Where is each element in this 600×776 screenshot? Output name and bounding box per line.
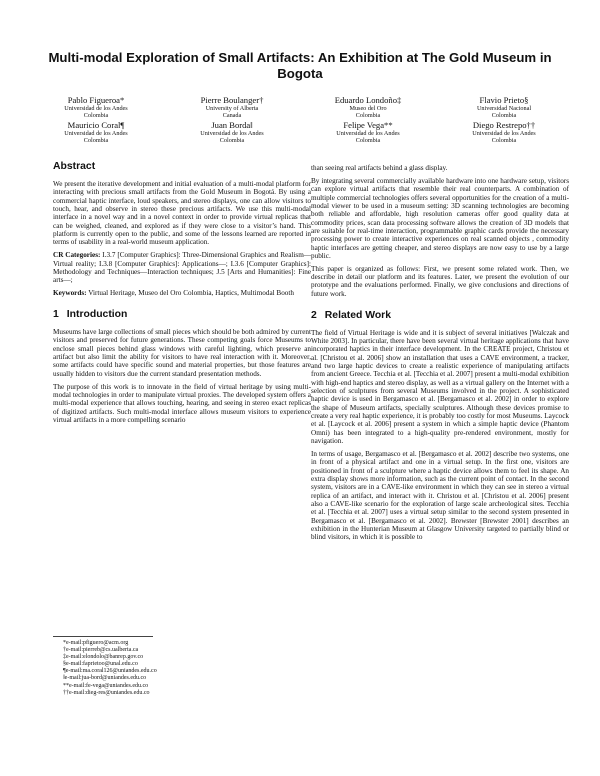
author-prieto [436, 95, 572, 119]
author-figueroa [28, 95, 164, 119]
footnote: ††e-mail:dieg-res@uniandes.edu.co [63, 689, 150, 696]
author-name: Eduardo Londoño‡ [334, 95, 402, 105]
intro-paragraph: Museums have large collections of small pieces which should be both admired by current visitors and preserved for future generations. These competing goals force Museums to enclose small pieces behind glass windows with careful lighting, which preserve an artifact but also limit the ability for visitors to have real interaction with it. Moreover, some artifacts could have specific sound and material properties, but those features are usually hidden to visitors due the current standard presentation methods. [53, 327, 311, 378]
author-name: Felipe Vega** [343, 120, 393, 130]
author-name: Mauricio Coral¶ [67, 120, 125, 130]
footnote: ‡e-mail:elondolo@banrep.gov.co [63, 654, 144, 661]
author-borda [164, 120, 300, 144]
section-title: Introduction [66, 308, 128, 320]
left-column [53, 160, 311, 429]
right-column [311, 164, 569, 546]
intro-paragraph: By integrating several commercially available hardware into one hardware setup, visitors can explore virtual artifacts that resemble their real counterparts. A combination of multiple commercial technologies offers several opportunities for the creation of a multi-modal viewer to be used in a museum setting: 3D scanning technologies are becoming both reliable and affordable, high resolution cameras offer good quality data at commodity prices, scan data processing software allows the creation of 3D models that are suitable for real-time interaction, programmable graphic cards provide the necessary processing power to create interactive experiences on real scanned objects , commodity haptic interfaces are getting cheaper, and stereo displays are now easy to use by a large public. [311, 176, 569, 260]
footnote: ¶e-mail:ma.coral126@uniandes.edu.co [63, 668, 157, 675]
footnote: §e-mail:faprietoo@unal.edu.co [63, 661, 138, 668]
keywords [53, 289, 311, 297]
author-country: Canada [222, 112, 242, 119]
footnote: †e-mail:pierreb@cs.ualberta.ca [63, 647, 139, 654]
author-vega [300, 120, 436, 144]
abstract-text: We present the iterative development and initial evaluation of a multi-modal platform for interacting with precious small artifacts from the Gold Museum in Bogotá. By using a commercial haptic interface, loud speakers, and stereo displays, one can allow visitors to touch, hear, and observe in stereo these precious artifacts. We use this multi-modal interface in a novel way and in a novel context in order to provide virtual replicas that can be weighed, cleaned, and explored as if they were close to a visitor’s hand. This platform is currently open to the public, and some of the lessons learned are reported in terms of usability in a real-world museum application. [53, 180, 311, 247]
footnote: *e-mail:pfiguero@acm.org [63, 640, 129, 646]
author-country: Colombia [491, 112, 517, 119]
cr-text: I.3.7 [Computer Graphics]: Three-Dimensional Graphics and Realism—Virtual reality; I.3.8 [Computer Graphics]: Applications—; I.3.6 [Computer Graphics]: Methodology and Techniques—Interaction techniques; J.5 [Arts and Humanities]: Fine arts—; [53, 251, 311, 285]
related-paragraph: In terms of usage, Bergamasco et al. [Bergamasco et al. 2002] describe two systems, one in front of a physical artifact and one in a virtual setup. In the first one, visitors are positioned in front of a sculpture where a haptic device allows them to feel its shape. An extra display shows more information, such as the current point of contact. In the second system, visitors are in a CAVE-like environment in which they can see in stereo a virtual replica of an artifact, and interact with it. Christou et al. [Christou et al. 2006] present also a CAVE-like scenario for the exploration of large scale archeological sites. Tecchia et al. [Tecchia et al. 2007] uses a virtual setup similar to the second system presented in Bergamasco et al. [Bergamasco et al. 2002]. Brewster [Brewster 2001] describes an exhibition in the Hunterian Museum at Glasgow University targeted to partially blind or blind visitors, in which it is possible to [311, 449, 569, 542]
section-number: 2 [311, 309, 317, 321]
author-affiliation: Universidad de los Andes [64, 105, 128, 112]
keywords-label: Keywords: [53, 289, 87, 298]
footnote-rule [53, 636, 153, 637]
author-boulanger [164, 95, 300, 119]
author-country: Colombia [355, 112, 381, 119]
intro-heading [53, 308, 311, 321]
author-name: Pierre Boulanger† [200, 95, 264, 105]
author-coral [28, 120, 164, 144]
related-work-heading [311, 309, 569, 322]
author-londono [300, 95, 436, 119]
author-affiliation: Universidad Nacional [476, 105, 532, 112]
section-number: 1 [53, 308, 59, 320]
author-restrepo [436, 120, 572, 144]
author-country: Colombia [83, 112, 109, 119]
author-name: Flavio Prieto§ [479, 95, 529, 105]
author-name: Pablo Figueroa* [67, 95, 125, 105]
author-affiliation: Universidad de los Andes [64, 130, 128, 137]
author-affiliation: Universidad de los Andes [336, 130, 400, 137]
abstract-heading: Abstract [53, 161, 96, 172]
author-affiliation: University of Alberta [205, 105, 259, 112]
cr-label: CR Categories: [53, 251, 101, 260]
author-name: Juan Borda‖ [211, 120, 253, 130]
cr-categories [53, 251, 311, 284]
related-paragraph: The field of Virtual Heritage is wide and it is subject of several initiatives [Walczak and White 2003]. In particular, there have been several virtual heritage applications that have incorporated haptics in their interface development. In the CREATE project, Christou et al. [Christou et al. 2006] show an installation that uses a CAVE environment, a tracker, and two large haptic devices to create a realistic experience of manipulating artifacts from ancient Greece. Tecchia et al. [Tecchia et al. 2007] present a multi-modal exhibition with high-end haptics and stereo display, as well as a virtual gallery on the Internet with a selection of sculptures from several Museums involved in the project. A sophisticated haptic device is used in Bergamasco et al. [Bergamasco et al. 2002] in order to explore the shape of Museum artifacts, specially sculptures. Although these devices promise to create a very real haptic experience, it is probably too costly for most Museums. Laycock et al. [Laycock et al. 2006] present a system in which a simple haptic device (Phantom Omni) has been integrated to a high-quality pre-rendered environment, mostly for navigation. [311, 328, 569, 446]
author-block [28, 95, 572, 145]
footnote: **e-mail:fe-vega@uniandes.edu.co [63, 682, 149, 689]
author-affiliation: Museo del Oro [349, 105, 387, 112]
author-affiliation: Universidad de los Andes [200, 130, 264, 137]
footnotes [53, 636, 273, 697]
author-country: Colombia [355, 137, 381, 144]
author-country: Colombia [491, 137, 517, 144]
author-country: Colombia [83, 137, 109, 144]
author-affiliation: Universidad de los Andes [472, 130, 536, 137]
footnote: ‖e-mail:jua-bord@uniandes.edu.co [63, 675, 147, 682]
paper-title: Multi-modal Exploration of Small Artifacts: An Exhibition at The Gold Museum in Bogota [48, 50, 552, 81]
author-country: Colombia [219, 137, 245, 144]
section-title: Related Work [324, 309, 391, 321]
intro-paragraph: than seeing real artifacts behind a glass display. [311, 164, 448, 172]
intro-paragraph: This paper is organized as follows: First, we present some related work. Then, we describe in detail our platform and its features. Later, we present the evolution of our prototype and the evaluations performed. Finally, we give conclusions and directions of future work. [311, 264, 569, 298]
intro-paragraph: The purpose of this work is to innovate in the field of virtual heritage by using multi-modal technologies in order to manipulate virtual proxies. The developed system offers a multi-modal experience that allows touching, hearing, and seeing in stereo exact replicas of digitized artifacts. Such multi-modal interface allows museum visitors to experience virtual artifacts in a more compelling scenario [53, 382, 311, 424]
author-name: Diego Restrepo†† [472, 120, 536, 130]
keywords-text: Virtual Heritage, Museo del Oro Colombia, Haptics, Multimodal Booth [88, 289, 294, 298]
